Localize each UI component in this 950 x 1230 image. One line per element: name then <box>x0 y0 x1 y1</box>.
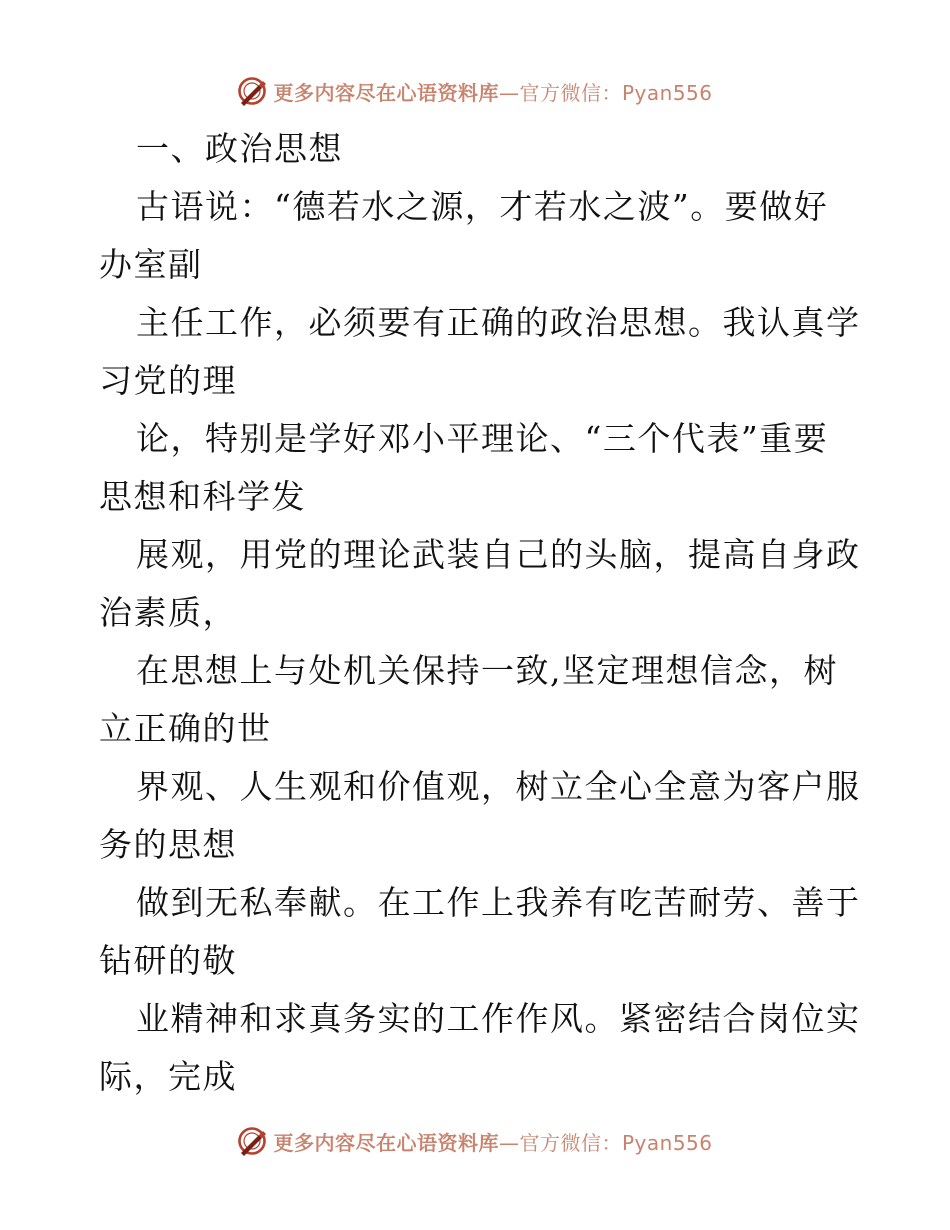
watermark-text <box>273 77 712 106</box>
body-line: 钻研的敬 <box>99 941 237 980</box>
body-line: 界观、人生观和价值观，树立全心全意为客户服 <box>136 767 861 806</box>
watermark-text <box>273 1127 712 1156</box>
body-line: 思想和科学发 <box>99 477 306 516</box>
body-line: 习党的理 <box>99 361 237 400</box>
body-line: 论，特别是学好邓小平理论、“三个代表”重要 <box>136 419 829 458</box>
body-line: 古语说：“德若水之源，才若水之波”。要做好 <box>136 187 829 226</box>
body-line: 办室副 <box>99 245 203 284</box>
body-line: 治素质， <box>99 593 237 632</box>
watermark-wechat-id: Pyan556 <box>621 1130 713 1155</box>
watermark-main-text: 更多内容尽在心语资料库 <box>273 80 499 105</box>
body-line: 做到无私奉献。在工作上我养有吃苦耐劳、善于 <box>136 883 861 922</box>
watermark-wechat-label: 官方微信： <box>519 1130 622 1155</box>
body-line: 际，完成 <box>99 1057 237 1096</box>
watermark-separator: — <box>498 80 520 105</box>
body-line: 立正确的世 <box>99 709 272 748</box>
body-line: 业精神和求真务实的工作作风。紧密结合岗位实 <box>136 999 861 1038</box>
document-body <box>99 120 859 1106</box>
watermark-main-text: 更多内容尽在心语资料库 <box>273 1130 499 1155</box>
section-heading: 一、政治思想 <box>136 129 343 168</box>
watermark-wechat-id: Pyan556 <box>621 80 713 105</box>
body-line: 务的思想 <box>99 825 237 864</box>
pen-circle-logo-icon <box>237 1126 267 1156</box>
watermark-wechat-label: 官方微信： <box>519 80 622 105</box>
footer-watermark <box>0 1121 950 1161</box>
body-line: 主任工作，必须要有正确的政治思想。我认真学 <box>136 303 861 342</box>
body-line: 在思想上与处机关保持一致,坚定理想信念，树 <box>136 651 838 690</box>
watermark-separator: — <box>498 1130 520 1155</box>
header-watermark <box>0 71 950 111</box>
body-line: 展观，用党的理论武装自己的头脑，提高自身政 <box>136 535 861 574</box>
pen-circle-logo-icon <box>237 76 267 106</box>
